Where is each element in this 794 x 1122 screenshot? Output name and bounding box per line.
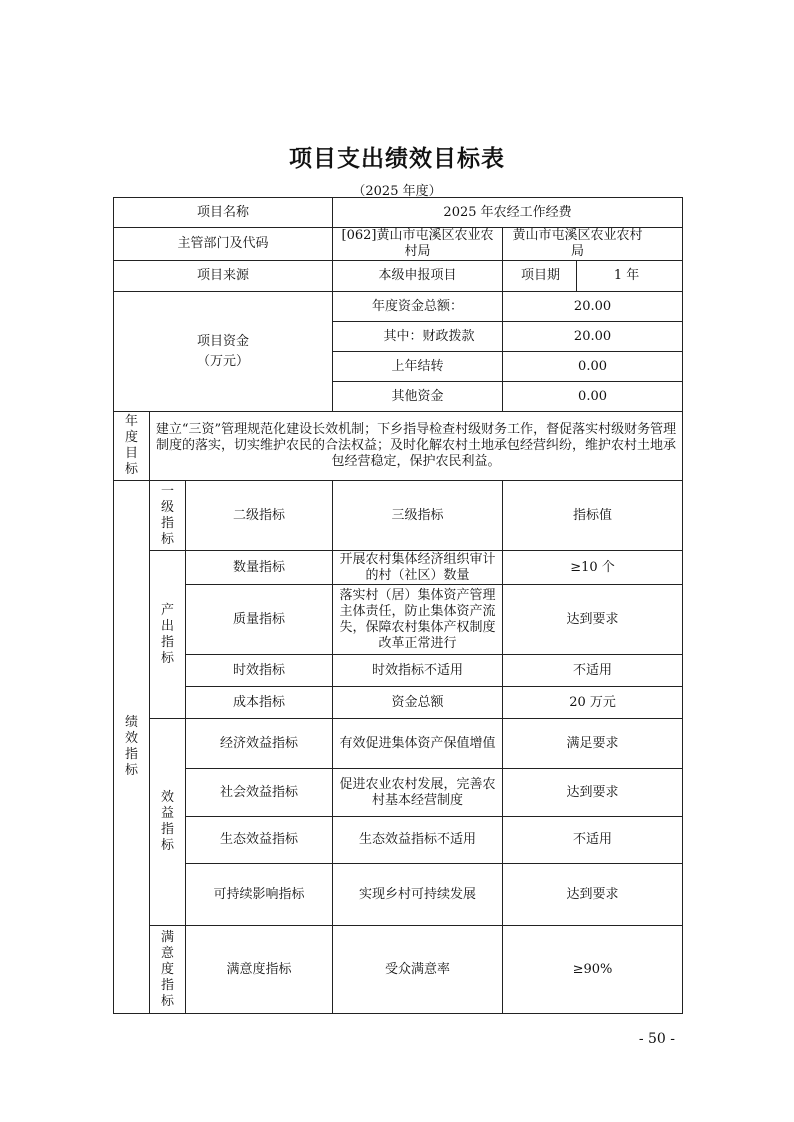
funds-label: 项目资金 （万元） — [114, 292, 333, 412]
indicator-l3: 受众满意率 — [333, 926, 503, 1014]
performance-table — [113, 197, 683, 1014]
dept-row — [114, 228, 683, 261]
period-label: 项目期 — [506, 261, 577, 291]
table-row — [114, 864, 683, 926]
goal-label: 年度目标 — [114, 412, 150, 481]
page-number: - 50 - — [638, 1031, 675, 1047]
indicator-l2: 社会效益指标 — [186, 769, 333, 817]
funds-carry-label: 上年结转 — [333, 352, 503, 382]
goal-row — [114, 412, 683, 481]
indicator-l2: 经济效益指标 — [186, 719, 333, 769]
indicator-value: ≥90% — [503, 926, 683, 1014]
indicator-l2: 生态效益指标 — [186, 817, 333, 864]
benefit-label: 效益指标 — [150, 719, 186, 926]
table-row — [114, 817, 683, 864]
indicator-value: ≥10 个 — [503, 551, 683, 585]
indicator-value: 达到要求 — [503, 585, 683, 655]
table-row — [114, 585, 683, 655]
indicator-value: 20 万元 — [503, 687, 683, 719]
header-value: 指标值 — [503, 481, 683, 551]
dept-label: 主管部门及代码 — [114, 228, 333, 261]
indicator-l2: 成本指标 — [186, 687, 333, 719]
page-title: 项目支出绩效目标表 — [289, 145, 505, 172]
indicator-l2: 可持续影响指标 — [186, 864, 333, 926]
header-level2: 二级指标 — [186, 481, 333, 551]
source-value: 本级申报项目 — [333, 261, 503, 292]
funds-total-value: 20.00 — [503, 292, 683, 322]
funds-total-row — [114, 292, 683, 322]
indicator-value: 不适用 — [503, 817, 683, 864]
indicator-l3: 实现乡村可持续发展 — [333, 864, 503, 926]
satisfaction-label: 满意度指标 — [150, 926, 186, 1014]
dept-value: [062]黄山市屯溪区农业农村局 — [333, 228, 503, 261]
funds-fiscal-label: 其中：财政拨款 — [333, 322, 503, 352]
table-row — [114, 926, 683, 1014]
goal-text: 建立“三资”管理规范化建设长效机制；下乡指导检查村级财务工作，督促落实村级财务管理制度的落实，切实维护农民的合法权益；及时化解农村土地承包经营纠纷，维护农村土地承包经营稳定，保护农民利益。 — [150, 412, 683, 481]
funds-total-label: 年度资金总额： — [333, 292, 503, 322]
table-row — [114, 551, 683, 585]
indicator-value: 满足要求 — [503, 719, 683, 769]
indicator-l2: 时效指标 — [186, 655, 333, 687]
indicator-l3: 促进农业农村发展，完善农村基本经营制度 — [333, 769, 503, 817]
year-subtitle: （2025 年度） — [352, 184, 442, 199]
indicator-header-row — [114, 481, 683, 551]
table-row — [114, 769, 683, 817]
period-value: 项目期 1 年 — [503, 261, 683, 292]
funds-other-label: 其他资金 — [333, 382, 503, 412]
header-level1: 一级指标 — [150, 481, 186, 551]
indicator-value: 不适用 — [503, 655, 683, 687]
funds-fiscal-value: 20.00 — [503, 322, 683, 352]
funds-other-value: 0.00 — [503, 382, 683, 412]
table-row — [114, 719, 683, 769]
indicator-l3: 资金总额 — [333, 687, 503, 719]
indicator-l3: 生态效益指标不适用 — [333, 817, 503, 864]
indicator-l2: 数量指标 — [186, 551, 333, 585]
indicator-l3: 开展农村集体经济组织审计的村（社区）数量 — [333, 551, 503, 585]
indicator-l2: 满意度指标 — [186, 926, 333, 1014]
indicator-l3: 有效促进集体资产保值增值 — [333, 719, 503, 769]
project-name-label: 项目名称 — [114, 198, 333, 228]
unit-value: 黄山市屯溪区农业农村局 — [503, 228, 683, 261]
perf-label: 绩效指标 — [114, 481, 150, 1014]
source-label: 项目来源 — [114, 261, 333, 292]
table-row — [114, 687, 683, 719]
project-name-row — [114, 198, 683, 228]
indicator-l3: 落实村（居）集体资产管理主体责任，防止集体资产流失，保障农村集体产权制度改革正常进行 — [333, 585, 503, 655]
indicator-l3: 时效指标不适用 — [333, 655, 503, 687]
header-level3: 三级指标 — [333, 481, 503, 551]
indicator-value: 达到要求 — [503, 769, 683, 817]
source-row — [114, 261, 683, 292]
indicator-l2: 质量指标 — [186, 585, 333, 655]
project-name-value: 2025 年农经工作经费 — [333, 198, 683, 228]
funds-carry-value: 0.00 — [503, 352, 683, 382]
output-label: 产出指标 — [150, 551, 186, 719]
table-row — [114, 655, 683, 687]
indicator-value: 达到要求 — [503, 864, 683, 926]
